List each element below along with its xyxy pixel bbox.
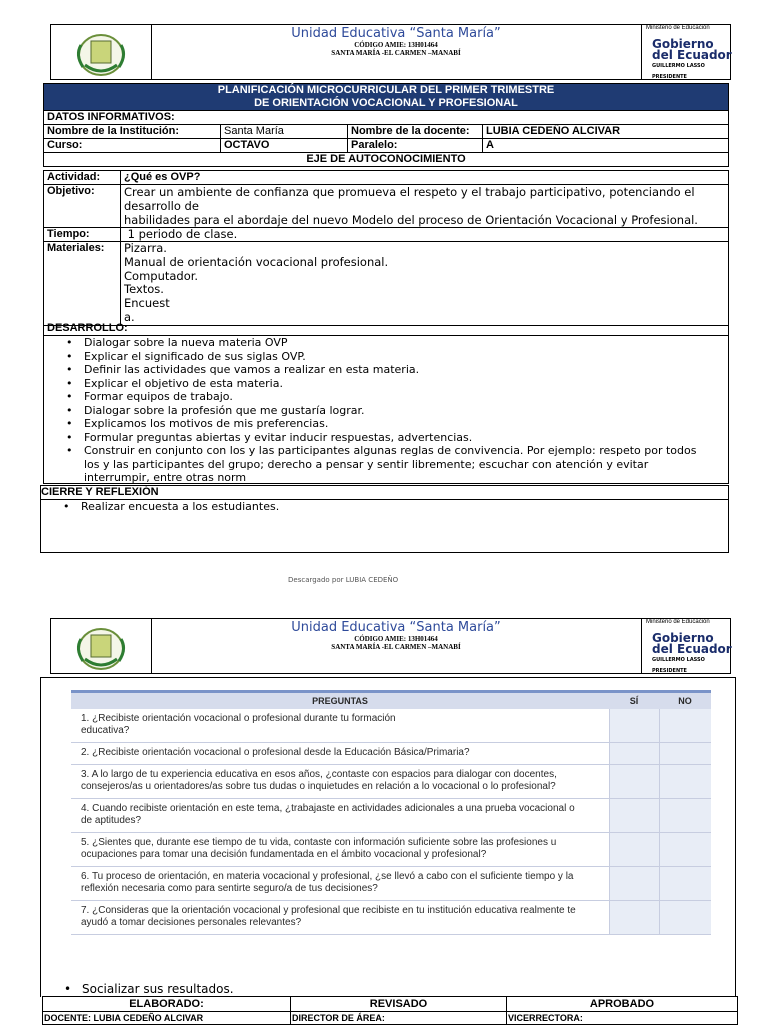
question-row: 3. A lo largo de tu experiencia educativa en esos años, ¿contaste con espacios para dialogar con docentes, consejeros/as u orientadores/as sobre tus dudas o inquietudes en relación a lo vocacional o lo profesional? — [71, 765, 609, 799]
tiempo-value: 1 periodo de clase. — [121, 228, 729, 242]
docente-value: LUBIA CEDEÑO ALCIVAR — [483, 125, 729, 139]
objetivo-line3: habilidades para el abordaje del nuevo Modelo del proceso de Orientación Vocacional y Profesional. — [124, 213, 698, 227]
curso-value: OCTAVO — [221, 139, 348, 153]
list-item: • Explicar el objetivo de esta materia. — [84, 377, 714, 391]
si-header: SÍ — [609, 692, 659, 710]
eje-heading: EJE DE AUTOCONOCIMIENTO — [44, 153, 729, 167]
school-location: SANTA MARÍA -EL CARMEN –MANABÍ — [331, 49, 461, 57]
curso-label: Curso: — [44, 139, 221, 153]
paralelo-value: A — [483, 139, 729, 153]
objetivo-value — [121, 185, 729, 228]
aprobado-label: APROBADO — [507, 997, 738, 1012]
school-name: Unidad Educativa “Santa María” — [291, 26, 501, 41]
plan-title-line1: PLANIFICACIÓN MICROCURRICULAR DEL PRIMER TRIMESTRE — [217, 84, 555, 96]
si-cell — [609, 833, 659, 867]
gob-line1: Gobierno — [652, 37, 714, 51]
si-cell — [609, 765, 659, 799]
ministry-label: Ministerio de Educación — [646, 619, 710, 625]
material-item: Encuest — [124, 296, 170, 311]
cierre-list — [41, 500, 728, 514]
director-signature: DIRECTOR DE ÁREA: — [291, 1012, 507, 1025]
question-row: 2. ¿Recibiste orientación vocacional o profesional desde la Educación Básica/Primaria? — [71, 743, 609, 765]
school-location: SANTA MARÍA -EL CARMEN –MANABÍ — [331, 643, 461, 651]
watermark: Descargado por LUBIA CEDEÑO — [288, 576, 399, 584]
question-row: 5. ¿Sientes que, durante ese tiempo de tu vida, contaste con información suficiente sobre las profesiones u ocupaciones para tomar una decisión fundamentada en el ámbito vocacional y profesional? — [71, 833, 609, 867]
list-item: • Socializar sus resultados. — [82, 983, 682, 997]
gob-line4: PRESIDENTE — [652, 74, 687, 80]
inst-value: Santa María — [221, 125, 348, 139]
tiempo-label: Tiempo: — [44, 228, 121, 242]
si-cell — [609, 709, 659, 743]
gob-line3: GUILLERMO LASSO — [652, 63, 705, 69]
signature-table — [42, 996, 738, 1025]
docente-signature: DOCENTE: LUBIA CEDEÑO ALCIVAR — [43, 1012, 291, 1025]
gob-line1: Gobierno — [652, 631, 714, 645]
material-item: Manual de orientación vocacional profesional. — [124, 254, 389, 269]
amie-code: CÓDIGO AMIE: 13H01464 — [354, 635, 438, 643]
page-header — [50, 24, 731, 80]
questions-header: PREGUNTAS — [71, 692, 609, 710]
elaborado-label: ELABORADO: — [43, 997, 291, 1012]
question-row: 6. Tu proceso de orientación, en materia vocacional y profesional, ¿se llevó a cabo con el suficiente tiempo y la reflexión necesaria como para sentirte seguro/a de tus decisiones? — [71, 867, 609, 901]
desarrollo-label: DESARROLLO: — [44, 321, 728, 336]
school-name: Unidad Educativa “Santa María” — [291, 620, 501, 635]
list-item: • Definir las actividades que vamos a realizar en esta materia. — [84, 363, 714, 377]
material-item: Textos. — [124, 282, 164, 297]
cierre-section — [40, 485, 729, 553]
government-logo — [641, 619, 733, 673]
school-logo — [51, 25, 152, 79]
plan-title — [44, 84, 729, 111]
cierre-label: CIERRE Y REFLEXIÓN — [41, 486, 728, 500]
list-item: • Dialogar sobre la profesión que me gustaría lograr. — [84, 404, 714, 418]
material-item: Computador. — [124, 268, 199, 283]
materiales-list — [121, 242, 729, 326]
no-cell — [659, 833, 711, 867]
objetivo-label: Objetivo: — [44, 185, 121, 228]
si-cell — [609, 799, 659, 833]
no-cell — [659, 901, 711, 935]
gob-line3: GUILLERMO LASSO — [652, 657, 705, 663]
page-header-2 — [50, 618, 731, 674]
no-cell — [659, 867, 711, 901]
question-row: 1. ¿Recibiste orientación vocacional o profesional durante tu formación educativa? — [71, 709, 609, 743]
list-item: • Formar equipos de trabajo. — [84, 390, 714, 404]
si-cell — [609, 743, 659, 765]
vicerrectora-signature: VICERRECTORA: — [507, 1012, 738, 1025]
list-item: • Construir en conjunto con los y las participantes algunas reglas de convivencia. Por ejemplo: respeto por todos los y las participantes del grupo; derecho a pensar y sentir libremente; escuchar con atención y evitar interrumpir, entre otras norm — [84, 444, 714, 485]
gob-line2: del Ecuador — [652, 642, 732, 656]
no-cell — [659, 743, 711, 765]
ministry-label: Ministerio de Educación — [646, 25, 710, 31]
si-cell — [609, 901, 659, 935]
government-logo — [641, 25, 733, 79]
no-cell — [659, 765, 711, 799]
list-item: • Explicamos los motivos de mis preferencias. — [84, 417, 714, 431]
revisado-label: REVISADO — [291, 997, 507, 1012]
no-header: NO — [659, 692, 711, 710]
gob-line4: PRESIDENTE — [652, 668, 687, 674]
list-item: • Formular preguntas abiertas y evitar inducir respuestas, advertencias. — [84, 431, 714, 445]
socializar-list — [42, 983, 682, 997]
no-cell — [659, 799, 711, 833]
desarrollo-section — [43, 321, 729, 484]
material-item: Pizarra. — [124, 241, 167, 255]
school-logo — [51, 619, 152, 673]
actividad-label: Actividad: — [44, 171, 121, 185]
questions-table — [71, 690, 711, 935]
inst-label: Nombre de la Institución: — [44, 125, 221, 139]
materiales-label: Materiales: — [44, 242, 121, 326]
docente-label: Nombre de la docente: — [348, 125, 483, 139]
objetivo-line2: desarrollo de — [124, 199, 199, 213]
plan-title-line2: DE ORIENTACIÓN VOCACIONAL Y PROFESIONAL — [254, 97, 518, 109]
question-row: 4. Cuando recibiste orientación en este tema, ¿trabajaste en actividades adicionales a una prueba vocacional o de aptitudes? — [71, 799, 609, 833]
actividad-value: ¿Qué es OVP? — [121, 171, 729, 185]
question-row: 7. ¿Consideras que la orientación vocacional y profesional que recibiste en tu institución educativa realmente te ayudó a tomar decisiones personales relevantes? — [71, 901, 609, 935]
material-item: a. — [124, 309, 135, 324]
desarrollo-list — [44, 336, 728, 485]
gob-line2: del Ecuador — [652, 48, 732, 62]
list-item: • Realizar encuesta a los estudiantes. — [81, 500, 728, 514]
list-item: • Explicar el significado de sus siglas OVP. — [84, 350, 714, 364]
objetivo-line1: Crear un ambiente de confianza que promueva el respeto y el trabajo participativo, potenciando el — [124, 185, 695, 199]
list-item: • Dialogar sobre la nueva materia OVP — [84, 336, 714, 350]
amie-code: CÓDIGO AMIE: 13H01464 — [354, 41, 438, 49]
si-cell — [609, 867, 659, 901]
plan-table — [43, 83, 729, 167]
activity-table — [43, 170, 729, 326]
datos-label: DATOS INFORMATIVOS: — [44, 111, 729, 125]
paralelo-label: Paralelo: — [348, 139, 483, 153]
no-cell — [659, 709, 711, 743]
